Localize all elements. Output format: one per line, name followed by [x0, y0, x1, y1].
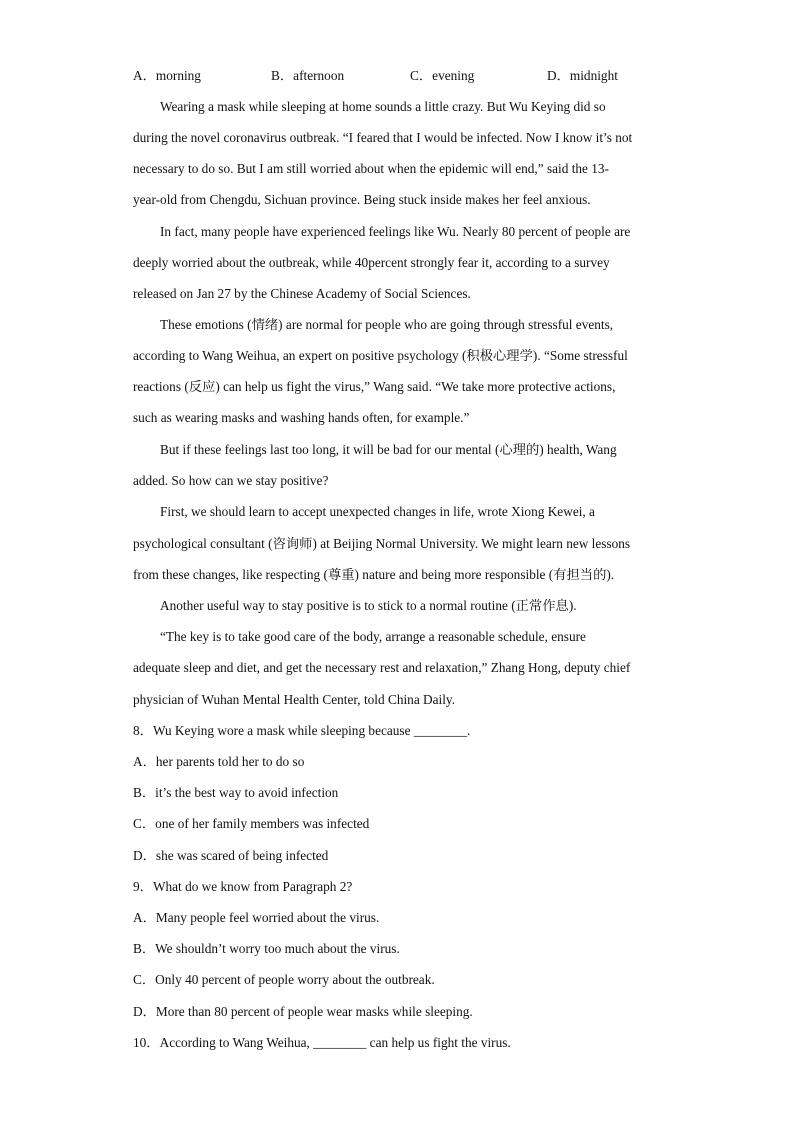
- passage-line: Wearing a mask while sleeping at home sounds a little crazy. But Wu Keying did so: [160, 99, 606, 114]
- option-b: B．afternoon: [271, 68, 345, 83]
- option-a: A．morning: [133, 68, 201, 83]
- passage-line: physician of Wuhan Mental Health Center, told China Daily.: [133, 692, 456, 707]
- answer-option: C．Only 40 percent of people worry about the outbreak.: [133, 972, 435, 987]
- answer-option: A．her parents told her to do so: [133, 754, 305, 769]
- option-d: D．midnight: [547, 68, 618, 83]
- passage-line: year-old from Chengdu, Sichuan province. Being stuck inside makes her feel anxious.: [133, 192, 591, 207]
- passage-line: “The key is to take good care of the body, arrange a reasonable schedule, ensure: [160, 629, 586, 644]
- answer-option: C．one of her family members was infected: [133, 816, 370, 831]
- previous-question-options: [133, 67, 673, 85]
- passage-line: In fact, many people have experienced feelings like Wu. Nearly 80 percent of people are: [160, 224, 631, 239]
- passage-line: according to Wang Weihua, an expert on positive psychology (积极心理学). “Some stressful: [133, 348, 628, 363]
- option-c: C．evening: [410, 68, 475, 83]
- passage-line: reactions (反应) can help us fight the virus,” Wang said. “We take more protective actions,: [133, 379, 616, 394]
- answer-option: D．More than 80 percent of people wear masks while sleeping.: [133, 1004, 473, 1019]
- passage-line: Another useful way to stay positive is to stick to a normal routine (正常作息).: [160, 598, 577, 613]
- passage-line: added. So how can we stay positive?: [133, 473, 329, 488]
- question-stem: 8．Wu Keying wore a mask while sleeping because ________.: [133, 723, 471, 738]
- answer-option: D．she was scared of being infected: [133, 848, 329, 863]
- answer-option: B．We shouldn’t worry too much about the virus.: [133, 941, 400, 956]
- question-stem: 9．What do we know from Paragraph 2?: [133, 879, 353, 894]
- passage-line: deeply worried about the outbreak, while 40percent strongly fear it, according to a survey: [133, 255, 610, 270]
- passage-line: such as wearing masks and washing hands often, for example.”: [133, 410, 470, 425]
- passage-line: released on Jan 27 by the Chinese Academy of Social Sciences.: [133, 286, 471, 301]
- passage-line: necessary to do so. But I am still worried about when the epidemic will end,” said the 13-: [133, 161, 609, 176]
- passage-line: from these changes, like respecting (尊重) nature and being more responsible (有担当的).: [133, 567, 615, 582]
- passage-line: These emotions (情绪) are normal for people who are going through stressful events,: [160, 317, 614, 332]
- passage-line: during the novel coronavirus outbreak. “I feared that I would be infected. Now I know it’s not: [133, 130, 633, 145]
- passage-line: But if these feelings last too long, it will be bad for our mental (心理的) health, Wang: [160, 442, 617, 457]
- answer-option: A．Many people feel worried about the virus.: [133, 910, 380, 925]
- passage-line: First, we should learn to accept unexpected changes in life, wrote Xiong Kewei, a: [160, 504, 595, 519]
- passage-line: adequate sleep and diet, and get the necessary rest and relaxation,” Zhang Hong, deputy chief: [133, 660, 631, 675]
- question-stem: 10．According to Wang Weihua, ________ can help us fight the virus.: [133, 1035, 511, 1050]
- answer-option: B．it’s the best way to avoid infection: [133, 785, 339, 800]
- passage-line: psychological consultant (咨询师) at Beijing Normal University. We might learn new lessons: [133, 536, 631, 551]
